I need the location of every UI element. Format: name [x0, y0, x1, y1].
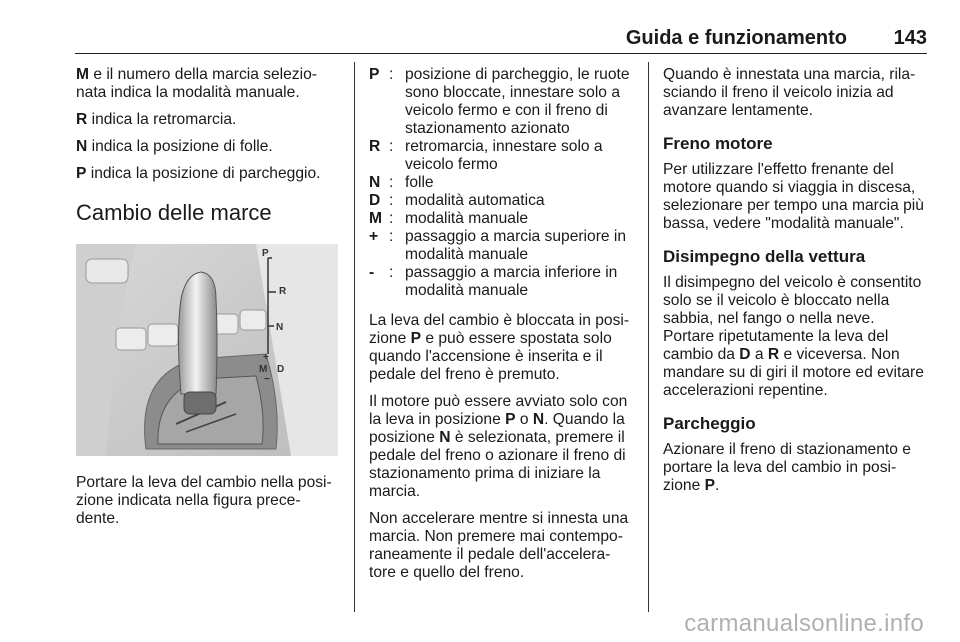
shift-label-p: P — [262, 248, 269, 259]
gear-shifter-illustration — [76, 244, 338, 456]
shift-label-n: N — [276, 322, 284, 333]
separator: : — [389, 228, 394, 245]
gear-key: P — [410, 330, 422, 347]
gear-key: - — [369, 264, 375, 281]
gear-key: N — [76, 138, 88, 155]
paragraph — [76, 138, 338, 156]
paragraph-text: indica la retromarcia. — [87, 111, 237, 128]
column-middle — [369, 66, 633, 591]
paragraph: Quando è innestata una marcia, rila-sciando il freno il veicolo inizia ad avanzare lentamente. — [663, 66, 916, 119]
separator: : — [389, 138, 394, 155]
separator: : — [389, 192, 394, 209]
gear-key: M — [76, 66, 89, 83]
gear-key: R — [767, 346, 780, 363]
paragraph — [76, 165, 338, 183]
section-title: Cambio delle marce — [76, 200, 272, 225]
separator: : — [389, 264, 394, 281]
subsection-title: Freno motore — [663, 134, 773, 153]
gear-key: M — [369, 210, 382, 227]
gear-key: P — [505, 411, 516, 428]
shift-label-minus: − — [264, 374, 270, 385]
text: o — [515, 411, 533, 428]
gear-key: + — [369, 228, 379, 245]
gear-key: N — [439, 429, 451, 446]
gear-description: folle — [405, 174, 434, 191]
gear-key: P — [369, 66, 380, 83]
paragraph — [76, 66, 338, 102]
paragraph — [663, 328, 928, 400]
text: La leva del cambio è bloccata in posi-zione — [369, 312, 630, 347]
text: è selezionata, premere il pedale del freno o azionare il freno di stazionamento prima di iniziare la marcia. — [369, 429, 626, 500]
paragraph: Il disimpegno del veicolo è consentito solo se il veicolo è bloccato nella sabbia, nel fango o nella neve. — [663, 274, 922, 327]
paragraph: Non accelerare mentre si innesta una marcia. Non premere mai contempo-raneamente il pedale dell'accelera-tore e quello del freno. — [369, 510, 629, 581]
gear-key: N — [369, 174, 381, 191]
text: Portare ripetutamente la leva del cambio da — [663, 328, 889, 363]
gear-position-list — [369, 66, 633, 300]
subsection-title: Parcheggio — [663, 414, 756, 433]
column-right — [663, 66, 928, 504]
column-left — [76, 66, 338, 537]
separator: : — [389, 174, 394, 191]
text: Azionare il freno di stazionamento e portare la leva del cambio in posi-zione — [663, 441, 911, 494]
gear-key: R — [76, 111, 88, 128]
gear-key: R — [369, 138, 381, 155]
paragraph-text: e il numero della marcia selezio-nata indica la modalità manuale. — [76, 66, 317, 101]
text: a — [750, 346, 768, 363]
gear-description: passaggio a marcia superiore in modalità manuale — [405, 228, 627, 263]
gear-shifter-figure — [76, 244, 338, 456]
gear-description: modalità manuale — [405, 210, 529, 227]
paragraph: Per utilizzare l'effetto frenante del motore quando si viaggia in discesa, selezionare per tempo una marcia più bassa, vedere "modalità manuale". — [663, 161, 924, 232]
column-divider — [648, 62, 649, 612]
gear-description: posizione di parcheggio, le ruote sono bloccate, innestare solo a veicolo fermo e con il freno di stazionamento azionato — [405, 66, 630, 137]
column-divider — [354, 62, 355, 612]
text: e viceversa. Non mandare su di giri il motore ed evitare accelerazioni repentine. — [663, 346, 924, 399]
separator: : — [389, 66, 394, 83]
gear-key: P — [76, 165, 87, 182]
gear-key: D — [369, 192, 381, 209]
gear-description: retromarcia, innestare solo a veicolo fermo — [405, 138, 603, 173]
shift-label-d: D — [277, 364, 285, 375]
page-header — [75, 27, 927, 54]
gear-key: P — [704, 477, 716, 494]
list-item — [369, 264, 633, 300]
subsection-title: Disimpegno della vettura — [663, 247, 866, 266]
paragraph — [369, 393, 633, 501]
text: e può essere spostata solo quando l'accensione è inserita e il pedale del freno è premuto. — [369, 330, 612, 383]
paragraph — [663, 441, 928, 495]
text: Il motore può essere avviato solo con la leva in posizione — [369, 393, 628, 428]
gear-description: modalità automatica — [405, 192, 545, 209]
figure-caption: Portare la leva del cambio nella posi-zione indicata nella figura prece-dente. — [76, 474, 332, 527]
text: . — [715, 477, 720, 494]
separator: : — [389, 210, 394, 227]
paragraph-text: indica la posizione di parcheggio. — [86, 165, 321, 182]
paragraph — [369, 312, 633, 384]
shift-label-r: R — [279, 286, 287, 297]
gear-key: N — [532, 411, 545, 428]
shift-label-plus: + — [263, 352, 269, 363]
list-item — [369, 192, 633, 210]
page-title: Guida e funzionamento — [625, 27, 847, 49]
watermark: carmanualsonline.info — [684, 610, 924, 637]
paragraph — [76, 111, 338, 129]
gear-key: D — [739, 346, 751, 363]
page-number: 143 — [893, 27, 927, 49]
list-item — [369, 210, 633, 228]
shift-label-m: M — [259, 364, 268, 375]
list-item — [369, 66, 633, 138]
list-item — [369, 138, 633, 174]
list-item — [369, 174, 633, 192]
text: . Quando la posizione — [369, 411, 625, 446]
list-item — [369, 228, 633, 264]
paragraph-text: indica la posizione di folle. — [87, 138, 273, 155]
gear-description: passaggio a marcia inferiore in modalità manuale — [405, 264, 618, 299]
